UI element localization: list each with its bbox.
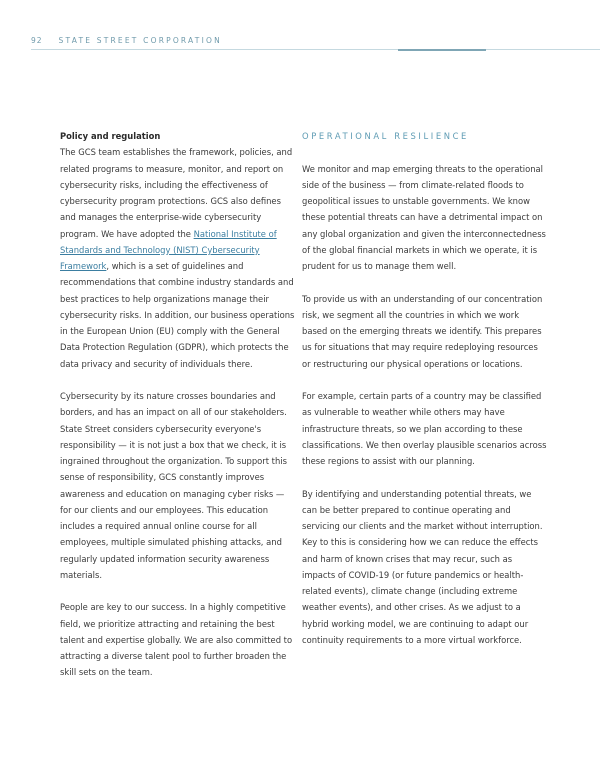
paragraph: For example, certain parts of a country may be classified as vulnerable to weather while others may have infrastructure threats, so we plan according to these classifications. We then overlay plausible scenarios across these regions to assist with our planning. bbox=[302, 391, 547, 466]
header-rule-accent bbox=[398, 49, 486, 51]
paragraph: We monitor and map emerging threats to the operational side of the business — from climate-related floods to geopolitical issues to unstable governments. We know these potential threats can have a detrimental impact on any global organization and given the interconnectedness of the global financial markets in which we operate, it is prudent for us to manage them well. bbox=[302, 163, 546, 271]
left-column bbox=[60, 128, 298, 697]
right-column bbox=[302, 128, 547, 664]
paragraph bbox=[60, 144, 298, 372]
paragraph: To provide us with an understanding of our concentration risk, we segment all the countries in which we work based on the emerging threats we identify. This prepares us for situations that may require redeploying resources or restructuring our physical operations or locations. bbox=[302, 293, 543, 369]
page-number: 92 bbox=[31, 36, 43, 45]
nist-framework-link[interactable]: National Institute of Standards and Technology (NIST) Cybersecurity Framework bbox=[60, 228, 277, 271]
text: , which is a set of guidelines and recommendations that combine industry standards and best practices to help organizations manage their cybersecurity risks. In addition, our business operations in the European Union (EU) comply with the General Data Protection Regulation (GDPR), which protects the data privacy and security of individuals there. bbox=[60, 261, 295, 369]
paragraph: Cybersecurity by its nature crosses boundaries and borders, and has an impact on all of our stakeholders. State Street considers cybersecurity everyone's responsibility — it is not just a box that we check, it is ingrained throughout the organization. To support this sense of responsibility, GCS constantly improves awareness and education on managing cyber risks — for our clients and our employees. This education includes a required annual online course for all employees, multiple simulated phishing attacks, and regularly updated information security awareness materials. bbox=[60, 391, 287, 580]
paragraph: People are key to our success. In a highly competitive field, we prioritize attracting and retaining the best talent and expertise globally. We are also committed to attracting a diverse talent pool to further broaden the skill sets on the team. bbox=[60, 602, 293, 678]
text: The GCS team establishes the framework, policies, and related programs to measure, monitor, and report on cybersecurity risks, including the effectiveness of cybersecurity program protections. GCS also defines and manages the enterprise-wide cybersecurity program. We have adopted the bbox=[60, 147, 293, 239]
section-heading-policy: Policy and regulation bbox=[60, 131, 161, 141]
header-rule bbox=[31, 49, 600, 50]
section-heading-resilience: OPERATIONAL RESILIENCE bbox=[302, 131, 469, 141]
running-header bbox=[31, 36, 222, 45]
header-title: STATE STREET CORPORATION bbox=[58, 36, 222, 45]
paragraph: By identifying and understanding potential threats, we can be better prepared to continue operating and servicing our clients and the market without interruption. Key to this is considering how we can reduce the effects and harm of known crises that may recur, such as impacts of COVID-19 (or future pandemics or health-related events), climate change (including extreme weather events), and other crises. As we adjust to a hybrid working model, we are continuing to adapt our continuity requirements to a more virtual workforce. bbox=[302, 488, 543, 645]
